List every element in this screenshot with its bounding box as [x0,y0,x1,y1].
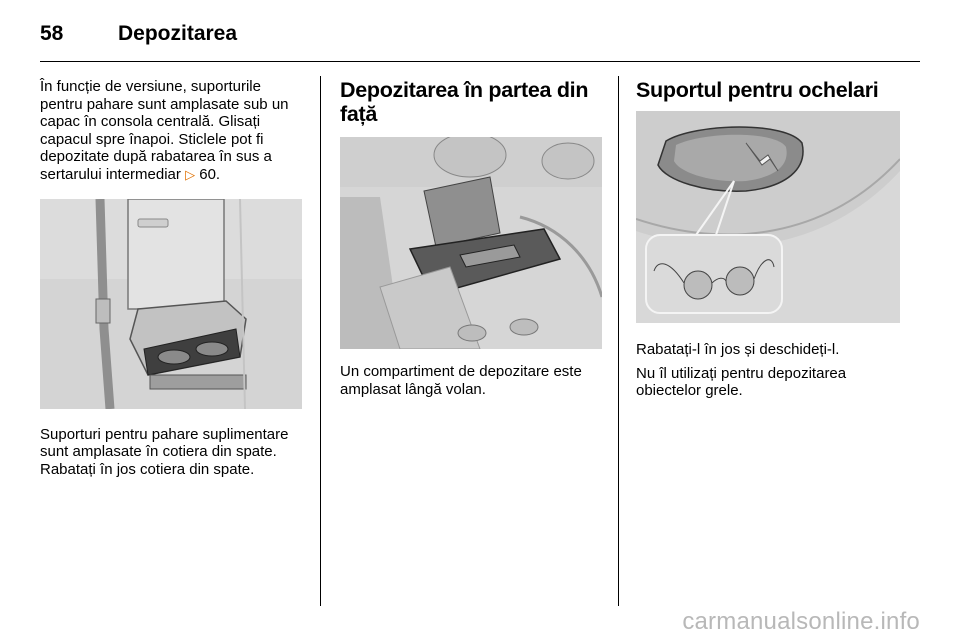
cupholder-caption: Suporturi pentru pahare suplimentare sunt amplasate în cotiera din spate. Rabatați în jos cotiera din spate. [40,425,289,478]
glasses-holder-illustration [636,111,900,323]
page-title: Depozitarea [118,22,238,45]
cupholder-illustration [40,199,302,409]
glasses-holder-text-2: Nu îl utilizați pentru depozitarea obiectelor grele. [636,364,847,400]
watermark: carmanualsonline.info [682,608,920,635]
front-storage-illustration [340,137,602,349]
intro-text: În funcție de versiune, suporturile pentru pahare sunt amplasate sub un capac în consola centrală. Glisați capacul spre înapoi. Sticlele pot fi depozitate după rabatarea în sus a sertarului intermediar [40,78,289,183]
page-header [40,14,237,54]
intro-paragraph [40,78,302,184]
page-reference[interactable]: 60. [199,165,221,183]
front-storage-text: Un compartiment de depozitare este amplasat lângă volan. [340,363,582,398]
section-heading-glasses-holder: Suportul pentru ochelari [636,78,879,102]
arrow-reference-icon[interactable]: ▷ [185,166,196,182]
section-heading-front-storage: Depozitarea în partea din față [340,78,589,126]
column-front-storage [340,78,602,398]
column-glasses-holder [636,78,900,400]
column-divider-2 [618,76,619,606]
column-cupholders [40,78,302,478]
header-rule [40,61,920,62]
page-number: 58 [40,22,64,45]
glasses-holder-text-1: Rabatați-l în jos și deschideți-l. [636,341,840,358]
column-divider-1 [320,76,321,606]
